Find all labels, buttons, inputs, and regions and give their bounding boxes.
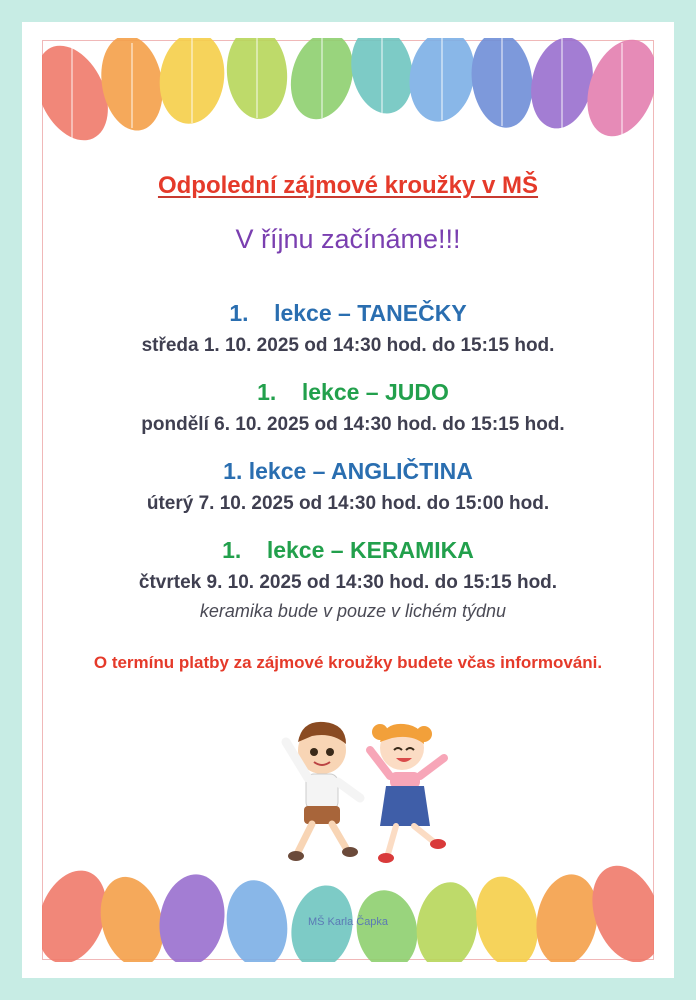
lesson-dance — [22, 300, 674, 357]
leaves-top-decoration — [42, 38, 654, 158]
boy-figure — [286, 722, 360, 861]
lesson-number: 1. — [229, 300, 249, 326]
lesson-name: lekce – ANGLIČTINA — [248, 458, 473, 484]
lesson-heading — [22, 537, 674, 564]
ceramics-note: keramika bude v pouze v lichém týdnu — [199, 601, 507, 621]
lesson-schedule: pondělí 6. 10. 2025 od 14:30 hod. do 15:15 hod. — [141, 414, 565, 435]
lesson-number: 1. — [223, 458, 243, 484]
leaves-bottom-decoration — [42, 842, 654, 962]
lesson-name: lekce – JUDO — [301, 379, 449, 405]
payment-notice: O termínu platby za zájmové kroužky budete včas informováni. — [93, 653, 603, 672]
lesson-schedule: středa 1. 10. 2025 od 14:30 hod. do 15:15 hod. — [141, 335, 555, 356]
poster-title: Odpolední zájmové kroužky v MŠ — [157, 172, 539, 199]
lesson-english — [22, 458, 674, 515]
lesson-heading — [22, 300, 674, 327]
lesson-number: 1. — [257, 379, 277, 405]
lesson-heading — [32, 379, 674, 406]
lesson-number: 1. — [222, 537, 242, 563]
poster-page — [22, 22, 674, 978]
poster-subtitle: V říjnu začínáme!!! — [235, 224, 461, 254]
lesson-name: lekce – KERAMIKA — [266, 537, 474, 563]
lesson-name: lekce – TANEČKY — [274, 300, 467, 326]
lesson-ceramics — [22, 537, 674, 594]
lesson-judo — [22, 379, 674, 436]
lesson-schedule: čtvrtek 9. 10. 2025 od 14:30 hod. do 15:15 hod. — [138, 572, 558, 593]
footer-school-name: MŠ Karla Čapka — [307, 916, 389, 928]
lesson-heading — [22, 458, 674, 485]
lesson-schedule: úterý 7. 10. 2025 od 14:30 hod. do 15:00 hod. — [146, 493, 550, 514]
